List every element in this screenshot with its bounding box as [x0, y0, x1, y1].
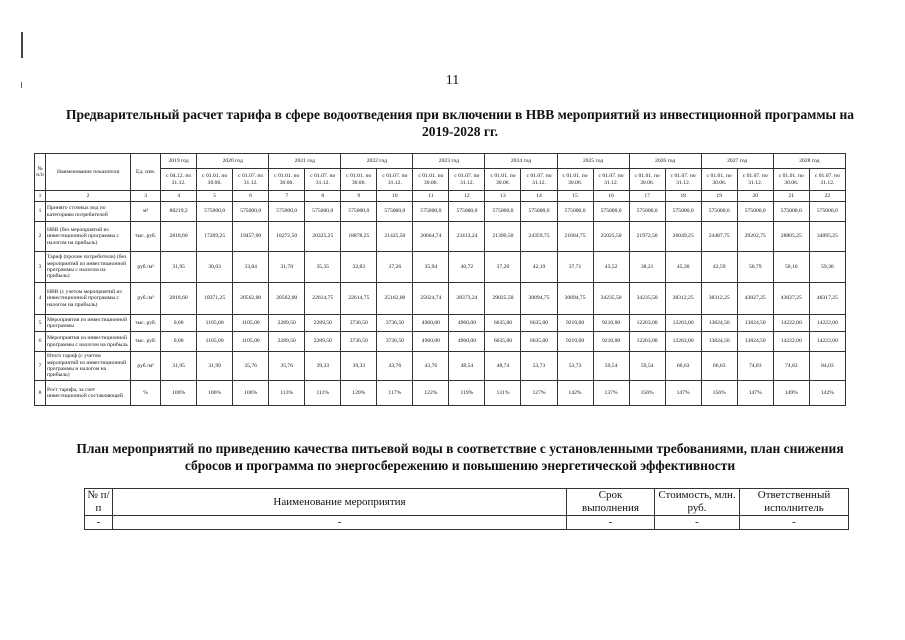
- row-value: 4960,00: [413, 332, 449, 352]
- row-value: 42,19: [521, 252, 557, 283]
- row-value: 6635,00: [521, 332, 557, 352]
- row-value: 12263,00: [629, 315, 665, 332]
- row-value: 53,73: [557, 352, 593, 381]
- row-unit: тыс. руб.: [131, 222, 161, 252]
- period-header: с 01.07. по 31.12.: [377, 169, 413, 191]
- column-number: 19: [701, 191, 737, 202]
- row-value: 32,83: [341, 252, 377, 283]
- plan-col-responsible: Ответственный исполнитель: [740, 489, 849, 516]
- column-number: 7: [269, 191, 305, 202]
- row-value: 0,00: [161, 332, 197, 352]
- row-unit: тыс. руб.: [131, 332, 161, 352]
- row-value: 21972,50: [629, 222, 665, 252]
- row-value: 26049,25: [665, 222, 701, 252]
- row-unit: м³: [131, 202, 161, 222]
- row-value: 575000,0: [305, 202, 341, 222]
- period-header: с 01.01. по 30.06.: [701, 169, 737, 191]
- column-number: 16: [593, 191, 629, 202]
- row-value: 131%: [485, 381, 521, 406]
- page-number: 11: [445, 73, 460, 88]
- year-header: 2019 год: [161, 154, 197, 169]
- row-value: 23413,24: [449, 222, 485, 252]
- row-value: 575000,0: [593, 202, 629, 222]
- row-value: 156%: [629, 381, 665, 406]
- column-number: 8: [305, 191, 341, 202]
- plan-cell: -: [113, 516, 567, 530]
- row-value: 575000,0: [773, 202, 809, 222]
- row-value: 30894,75: [521, 283, 557, 315]
- period-header: с 04.12. по 31.12.: [161, 169, 197, 191]
- row-value: 20664,74: [413, 222, 449, 252]
- row-value: 35,35: [305, 252, 341, 283]
- row-value: 30,03: [197, 252, 233, 283]
- row-value: 37,20: [485, 252, 521, 283]
- column-number: 5: [197, 191, 233, 202]
- period-header: с 01.07. по 31.12.: [809, 169, 845, 191]
- row-value: 24359,75: [521, 222, 557, 252]
- period-header: с 01.07. по 31.12.: [665, 169, 701, 191]
- row-value: 575000,0: [701, 202, 737, 222]
- row-value: 1105,00: [197, 315, 233, 332]
- margin-mark: [21, 32, 23, 58]
- row-value: 34095,25: [809, 222, 845, 252]
- row-value: 40,72: [449, 252, 485, 283]
- row-value: 43,76: [413, 352, 449, 381]
- row-value: 142%: [557, 381, 593, 406]
- row-value: 43027,25: [737, 283, 773, 315]
- tariff-row: [35, 381, 846, 406]
- row-value: 48317,25: [809, 283, 845, 315]
- row-value: 12263,00: [665, 332, 701, 352]
- row-value: 38312,25: [665, 283, 701, 315]
- row-value: 66,63: [665, 352, 701, 381]
- row-value: 38,21: [629, 252, 665, 283]
- row-value: 74,83: [773, 352, 809, 381]
- row-value: 21425,50: [377, 222, 413, 252]
- row-value: 2289,50: [269, 332, 305, 352]
- row-value: 4960,00: [413, 315, 449, 332]
- row-value: 119%: [449, 381, 485, 406]
- column-number: 22: [809, 191, 845, 202]
- tariff-row: [35, 315, 846, 332]
- row-value: 29025,50: [485, 283, 521, 315]
- row-value: 147%: [737, 381, 773, 406]
- row-value: 43027,25: [773, 283, 809, 315]
- period-header: с 01.01. по 30.06.: [341, 169, 377, 191]
- row-value: 6635,00: [521, 315, 557, 332]
- plan-row: [85, 516, 849, 530]
- column-number: 12: [449, 191, 485, 202]
- row-value: 35,76: [269, 352, 305, 381]
- row-value: 21390,50: [485, 222, 521, 252]
- row-value: 3736,50: [377, 315, 413, 332]
- year-header: 2024 год: [485, 154, 557, 169]
- row-value: 575000,0: [233, 202, 269, 222]
- row-value: 84,03: [809, 352, 845, 381]
- row-value: 14222,00: [809, 315, 845, 332]
- row-value: 45,30: [665, 252, 701, 283]
- row-value: 9210,00: [557, 332, 593, 352]
- row-value: 66,63: [701, 352, 737, 381]
- row-name: Мероприятия из инвестиционной программы: [46, 315, 131, 332]
- row-value: 575000,0: [665, 202, 701, 222]
- row-value: 3736,50: [341, 332, 377, 352]
- row-name: Принято сточных вод по категориям потребителей: [46, 202, 131, 222]
- row-value: 575000,0: [485, 202, 521, 222]
- row-value: 149%: [773, 381, 809, 406]
- row-value: 575000,0: [413, 202, 449, 222]
- row-value: 35,94: [413, 252, 449, 283]
- tariff-row: [35, 352, 846, 381]
- tariff-row: [35, 252, 846, 283]
- column-number: 18: [665, 191, 701, 202]
- row-number: 7: [35, 352, 46, 381]
- row-value: 3736,50: [341, 315, 377, 332]
- row-value: 14222,00: [773, 332, 809, 352]
- row-value: 37,26: [377, 252, 413, 283]
- row-value: 9210,00: [557, 315, 593, 332]
- column-number: 20: [737, 191, 773, 202]
- row-value: 142%: [809, 381, 845, 406]
- row-value: 37,71: [557, 252, 593, 283]
- row-value: 1105,00: [197, 332, 233, 352]
- row-value: 122%: [413, 381, 449, 406]
- row-value: 2289,50: [305, 332, 341, 352]
- row-value: 147%: [665, 381, 701, 406]
- row-value: 13824,50: [737, 332, 773, 352]
- row-value: 2818,60: [161, 222, 197, 252]
- row-value: 30894,75: [557, 283, 593, 315]
- row-value: 20562,00: [269, 283, 305, 315]
- row-value: 575000,0: [269, 202, 305, 222]
- year-header: 2020 год: [197, 154, 269, 169]
- period-header: с 01.07. по 31.12.: [305, 169, 341, 191]
- row-value: 33,84: [233, 252, 269, 283]
- row-value: 59,54: [593, 352, 629, 381]
- period-header: с 01.01. по 30.06.: [557, 169, 593, 191]
- period-header: с 01.07. по 31.12.: [593, 169, 629, 191]
- row-value: 2289,50: [305, 315, 341, 332]
- row-value: 575000,0: [809, 202, 845, 222]
- plan-col-cost: Стоимость, млн. руб.: [655, 489, 740, 516]
- row-value: 74,83: [737, 352, 773, 381]
- row-value: 21684,75: [557, 222, 593, 252]
- tariff-row: [35, 332, 846, 352]
- plan-cell: -: [567, 516, 655, 530]
- plan-table: [84, 488, 849, 530]
- col-num-header: № п/п: [35, 154, 46, 191]
- year-header: 2023 год: [413, 154, 485, 169]
- row-value: 12263,00: [629, 332, 665, 352]
- row-number: 6: [35, 332, 46, 352]
- tariff-title: Предварительный расчет тарифа в сфере водоотведения при включении в НВВ мероприятий из инвестиционной программы на 2019-2028 гг.: [65, 107, 854, 139]
- row-value: 39,33: [341, 352, 377, 381]
- tariff-column-numbers: [35, 191, 846, 202]
- period-header: с 01.01. по 30.06.: [197, 169, 233, 191]
- row-value: 2289,50: [269, 315, 305, 332]
- row-value: 18272,50: [269, 222, 305, 252]
- row-value: 120%: [341, 381, 377, 406]
- row-name: Рост тарифа, за счет инвестиционной составляющей: [46, 381, 131, 406]
- row-value: 31,95: [161, 252, 197, 283]
- row-value: 59,30: [809, 252, 845, 283]
- row-value: 18371,25: [197, 283, 233, 315]
- row-value: 1105,00: [233, 332, 269, 352]
- column-number: 15: [557, 191, 593, 202]
- row-value: 106%: [197, 381, 233, 406]
- row-value: 18878,25: [341, 222, 377, 252]
- row-value: 43,52: [593, 252, 629, 283]
- row-value: 38312,25: [701, 283, 737, 315]
- tariff-table: [34, 153, 846, 406]
- tariff-row: [35, 283, 846, 315]
- year-header: 2022 год: [341, 154, 413, 169]
- period-header: с 01.01. по 30.06.: [269, 169, 305, 191]
- row-value: 25162,00: [377, 283, 413, 315]
- row-value: 50,79: [737, 252, 773, 283]
- plan-col-name: Наименование мероприятия: [113, 489, 567, 516]
- row-value: 106%: [233, 381, 269, 406]
- row-value: 14222,00: [773, 315, 809, 332]
- row-value: 22614,75: [341, 283, 377, 315]
- column-number: 11: [413, 191, 449, 202]
- row-value: 127%: [521, 381, 557, 406]
- row-value: 575000,0: [197, 202, 233, 222]
- column-number: 3: [131, 191, 161, 202]
- year-header: 2028 год: [773, 154, 845, 169]
- row-value: 25624,74: [413, 283, 449, 315]
- row-value: 31,95: [161, 352, 197, 381]
- row-value: 13824,50: [701, 315, 737, 332]
- period-header: с 01.01. по 30.06.: [629, 169, 665, 191]
- column-number: 17: [629, 191, 665, 202]
- row-name: НВВ (с учетом мероприятий из инвестиционной программы с налогом на прибыль): [46, 283, 131, 315]
- row-value: 22614,75: [305, 283, 341, 315]
- row-value: 575000,0: [449, 202, 485, 222]
- column-number: 4: [161, 191, 197, 202]
- column-number: 13: [485, 191, 521, 202]
- plan-cell: -: [740, 516, 849, 530]
- row-value: 19457,00: [233, 222, 269, 252]
- row-value: 156%: [701, 381, 737, 406]
- row-value: 48,74: [485, 352, 521, 381]
- row-value: 14222,00: [809, 332, 845, 352]
- row-value: 31,99: [197, 352, 233, 381]
- row-value: 31,78: [269, 252, 305, 283]
- plan-header-row: [85, 489, 849, 516]
- plan-col-term: Срок выполнения: [567, 489, 655, 516]
- row-value: 4960,00: [449, 315, 485, 332]
- row-name: НВВ (без мероприятий из инвестиционной программы с налогом на прибыль): [46, 222, 131, 252]
- row-value: 4960,00: [449, 332, 485, 352]
- row-value: 575000,0: [629, 202, 665, 222]
- column-number: 1: [35, 191, 46, 202]
- row-value: 50,10: [773, 252, 809, 283]
- period-header: с 01.07. по 31.12.: [233, 169, 269, 191]
- row-number: 5: [35, 315, 46, 332]
- column-number: 10: [377, 191, 413, 202]
- tariff-header-years: [35, 154, 846, 169]
- row-value: 53,73: [521, 352, 557, 381]
- row-value: 34235,50: [629, 283, 665, 315]
- plan-col-num: № п/п: [85, 489, 113, 516]
- row-value: 137%: [593, 381, 629, 406]
- row-value: 575000,0: [557, 202, 593, 222]
- tariff-row: [35, 222, 846, 252]
- plan-title: План мероприятий по приведению качества питьевой воды в соответствие с установленными требованиями, план снижения сбросов и программа по энергосбережению и повышению энергетической эффективности: [76, 441, 844, 473]
- row-number: 4: [35, 283, 46, 315]
- row-value: 59,54: [629, 352, 665, 381]
- column-number: 2: [46, 191, 131, 202]
- row-value: 113%: [269, 381, 305, 406]
- plan-cell: -: [85, 516, 113, 530]
- period-header: с 01.07. по 31.12.: [449, 169, 485, 191]
- row-value: 13824,50: [701, 332, 737, 352]
- row-value: 9210,00: [593, 315, 629, 332]
- period-header: с 01.01. по 30.06.: [485, 169, 521, 191]
- row-value: 6635,00: [485, 332, 521, 352]
- row-value: 24487,75: [701, 222, 737, 252]
- row-value: 13824,50: [737, 315, 773, 332]
- row-value: 2818,60: [161, 283, 197, 315]
- row-unit: руб./м³: [131, 283, 161, 315]
- row-value: 28805,25: [773, 222, 809, 252]
- row-name: Итого тариф (с учетом мероприятий из инвестиционной программы и налогом на прибыль): [46, 352, 131, 381]
- row-value: 28373,24: [449, 283, 485, 315]
- period-header: с 01.01. по 30.06.: [413, 169, 449, 191]
- row-value: 43,76: [377, 352, 413, 381]
- tariff-row: [35, 202, 846, 222]
- row-unit: руб./м³: [131, 252, 161, 283]
- period-header: с 01.01. по 30.06.: [773, 169, 809, 191]
- column-number: 14: [521, 191, 557, 202]
- row-number: 8: [35, 381, 46, 406]
- row-number: 2: [35, 222, 46, 252]
- row-value: 29202,75: [737, 222, 773, 252]
- row-number: 1: [35, 202, 46, 222]
- row-name: Мероприятия из инвестиционной программы с налогом на прибыль: [46, 332, 131, 352]
- row-value: 100%: [161, 381, 197, 406]
- column-number: 6: [233, 191, 269, 202]
- period-header: с 01.07. по 31.12.: [521, 169, 557, 191]
- plan-cell: -: [655, 516, 740, 530]
- row-number: 3: [35, 252, 46, 283]
- row-value: 12263,00: [665, 315, 701, 332]
- row-value: 39,33: [305, 352, 341, 381]
- row-value: 0,00: [161, 315, 197, 332]
- row-value: 42,59: [701, 252, 737, 283]
- row-value: 34235,50: [593, 283, 629, 315]
- row-value: 1105,00: [233, 315, 269, 332]
- column-number: 9: [341, 191, 377, 202]
- column-number: 21: [773, 191, 809, 202]
- row-value: 20325,25: [305, 222, 341, 252]
- col-name-header: Наименование показателя: [46, 154, 131, 191]
- row-value: 48,54: [449, 352, 485, 381]
- row-value: 9210,00: [593, 332, 629, 352]
- row-value: 17269,25: [197, 222, 233, 252]
- row-value: 88219,2: [161, 202, 197, 222]
- year-header: 2027 год: [701, 154, 773, 169]
- row-value: 35,76: [233, 352, 269, 381]
- row-unit: тыс. руб.: [131, 315, 161, 332]
- row-value: 20562,00: [233, 283, 269, 315]
- year-header: 2026 год: [629, 154, 701, 169]
- row-value: 575000,0: [521, 202, 557, 222]
- row-unit: руб./м³: [131, 352, 161, 381]
- row-name: Тариф (прочие потребители) (без мероприятий из инвестиционной программы с налогом на прибыль): [46, 252, 131, 283]
- col-unit-header: Ед. изм.: [131, 154, 161, 191]
- row-unit: %: [131, 381, 161, 406]
- row-value: 575000,0: [737, 202, 773, 222]
- row-value: 3736,50: [377, 332, 413, 352]
- row-value: 6635,00: [485, 315, 521, 332]
- year-header: 2021 год: [269, 154, 341, 169]
- year-header: 2025 год: [557, 154, 629, 169]
- row-value: 575000,0: [341, 202, 377, 222]
- row-value: 575000,0: [377, 202, 413, 222]
- period-header: с 01.07. по 31.12.: [737, 169, 773, 191]
- row-value: 117%: [377, 381, 413, 406]
- row-value: 25025,50: [593, 222, 629, 252]
- row-value: 111%: [305, 381, 341, 406]
